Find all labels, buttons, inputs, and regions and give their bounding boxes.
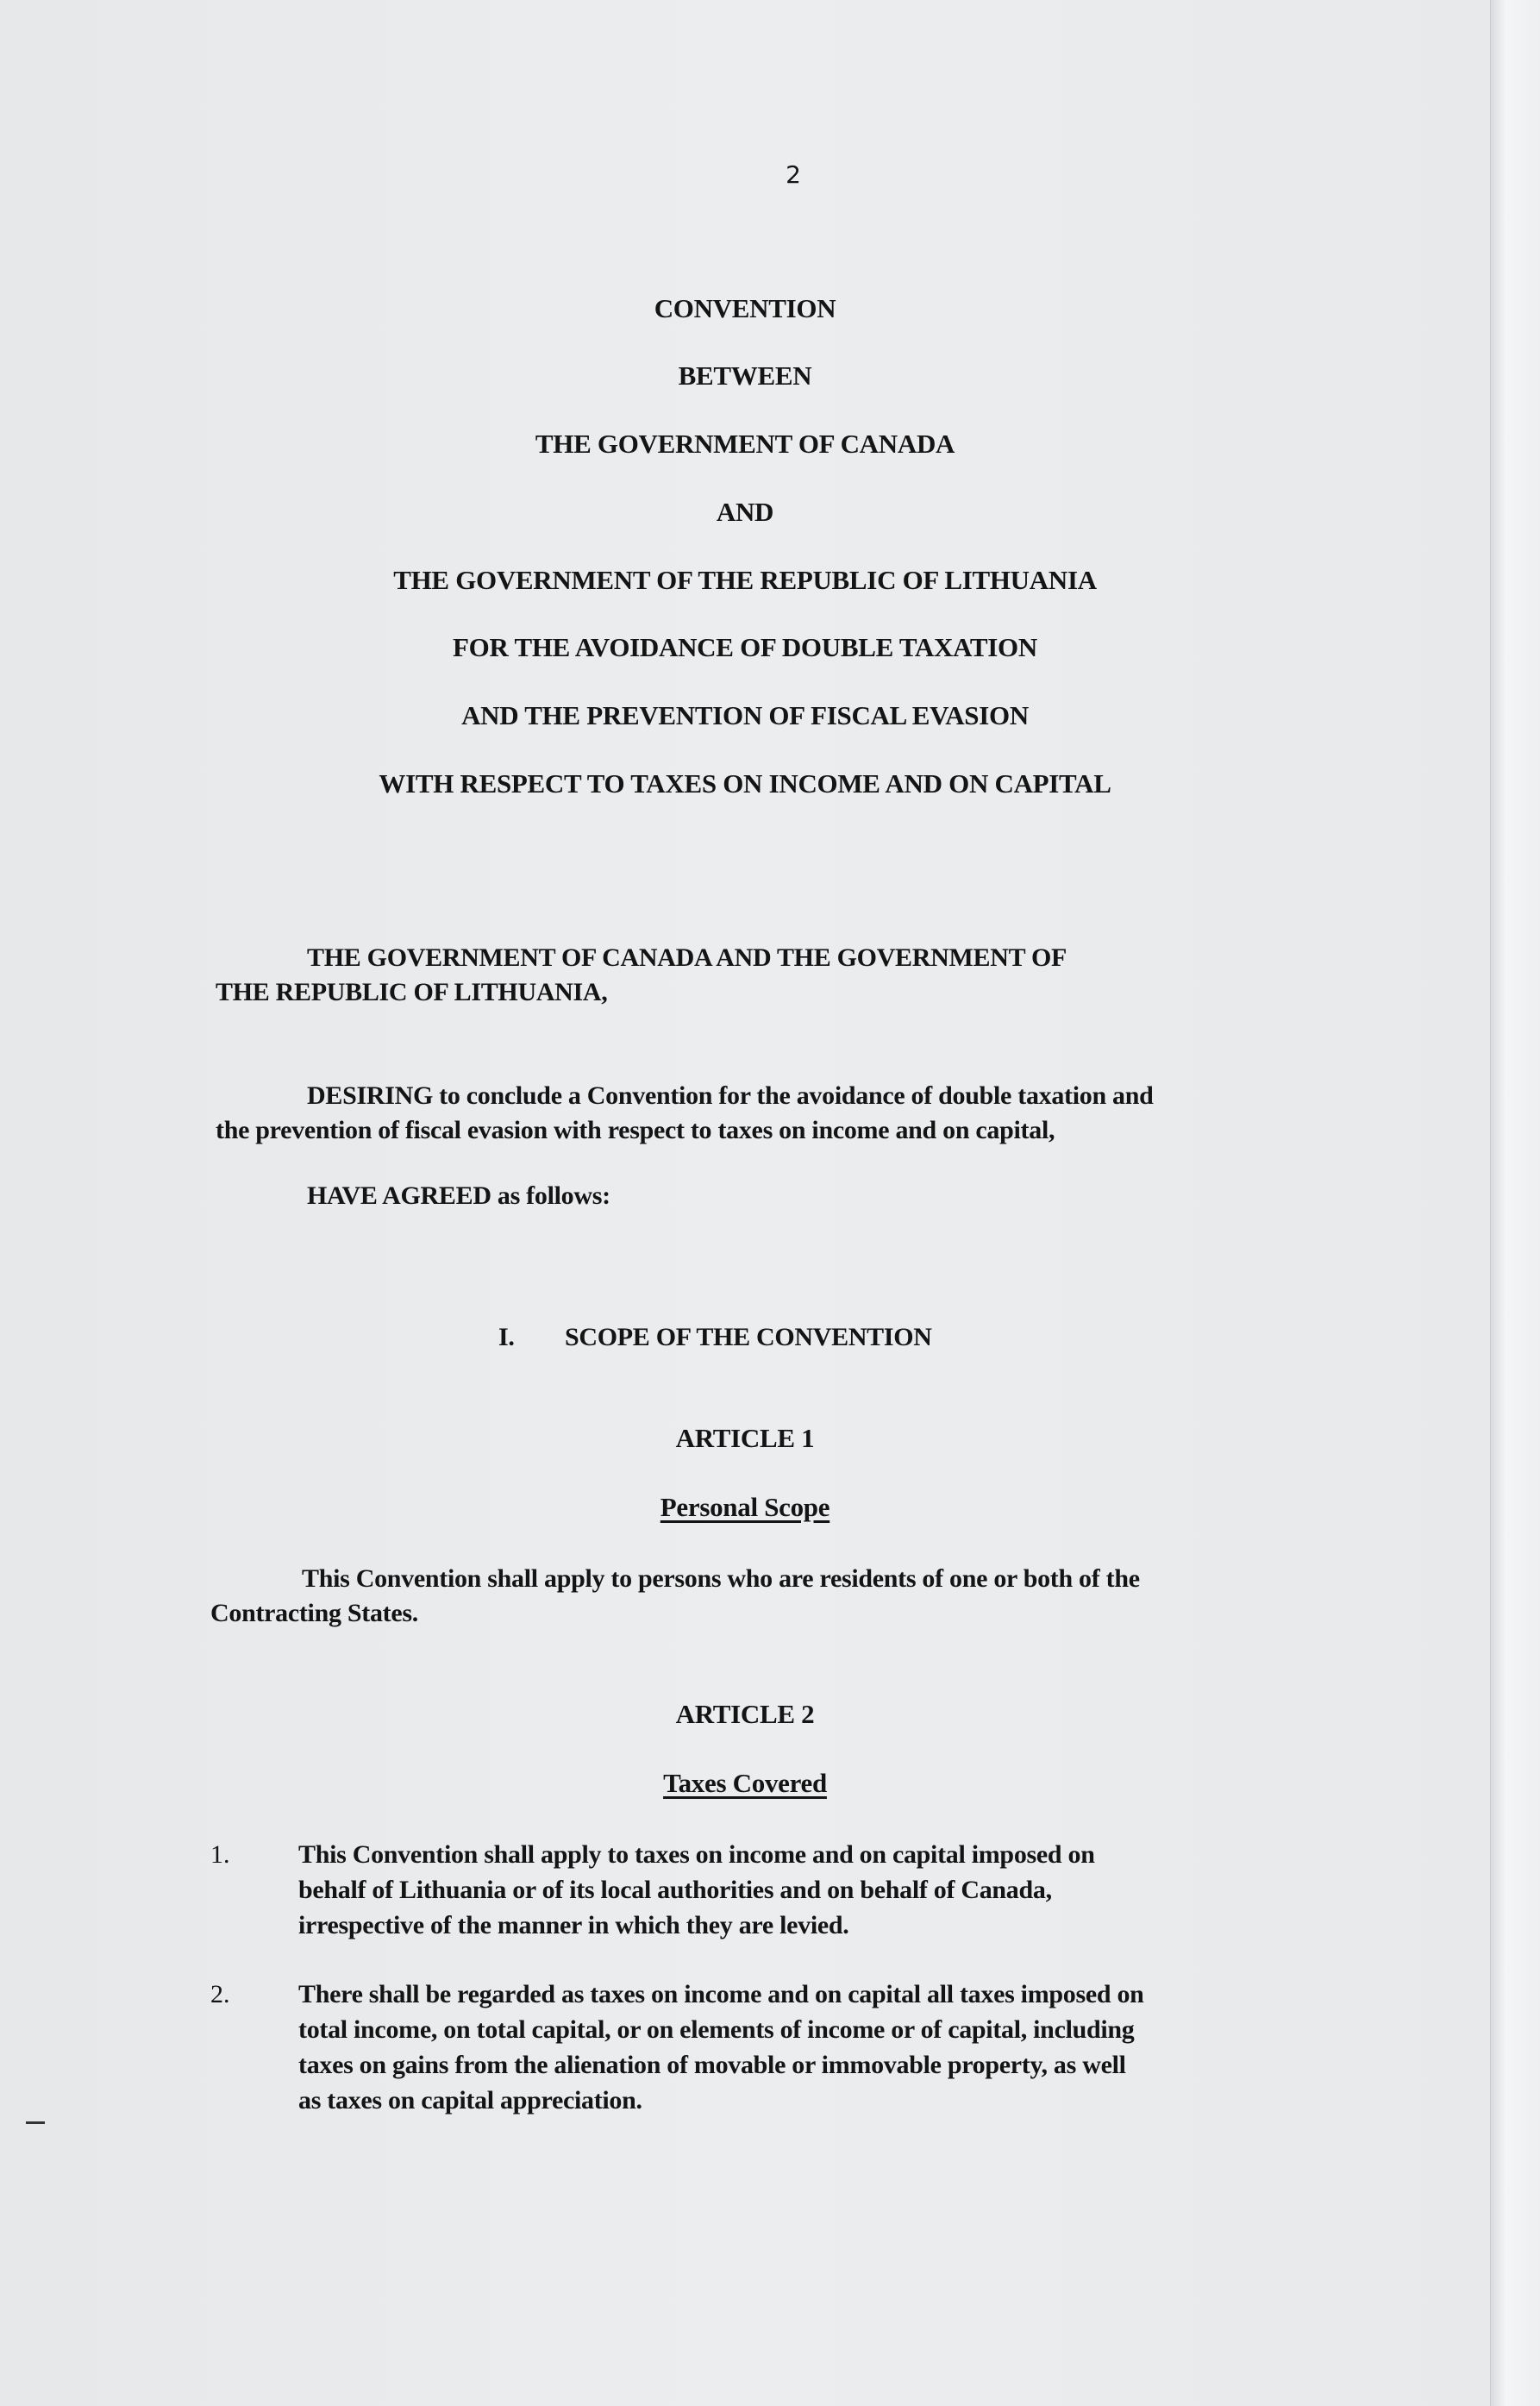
- preamble-parties-line1: THE GOVERNMENT OF CANADA AND THE GOVERNMENT OF: [307, 943, 1067, 972]
- article2-heading: ARTICLE 2: [675, 1699, 815, 1729]
- article2-item2-line2: total income, on total capital, or on elements of income or of capital, including: [298, 2015, 1135, 2044]
- article2-subheading-text: Taxes Covered: [663, 1768, 827, 1798]
- preamble-desiring-line2: the prevention of fiscal evasion with respect to taxes on income and on capital,: [216, 1116, 1055, 1144]
- article1-subheading-text: Personal Scope: [660, 1492, 830, 1522]
- desiring-rest: to conclude a Convention for the avoidance of double taxation and: [432, 1081, 1154, 1110]
- title-prevention: AND THE PREVENTION OF FISCAL EVASION: [461, 700, 1029, 730]
- page-edge: [1490, 0, 1540, 2406]
- title-convention: CONVENTION: [654, 293, 836, 323]
- preamble-parties-line2: THE REPUBLIC OF LITHUANIA,: [216, 978, 608, 1006]
- preamble-desiring-line1: [307, 1078, 1154, 1113]
- title-between: BETWEEN: [678, 360, 812, 391]
- article2-item2-line4: as taxes on capital appreciation.: [298, 2086, 642, 2115]
- article2-subheading: [0, 1768, 1490, 1799]
- agreed-rest: as follows:: [491, 1181, 610, 1210]
- title-respect: WITH RESPECT TO TAXES ON INCOME AND ON CAPITAL: [379, 768, 1111, 799]
- desiring-lead: DESIRING: [307, 1081, 433, 1110]
- article1-text-line2: Contracting States.: [210, 1599, 418, 1627]
- article2-item1-line3: irrespective of the manner in which they are levied.: [298, 1911, 849, 1939]
- title-and: AND: [716, 497, 774, 527]
- chapter-number: I.: [498, 1323, 515, 1351]
- article2-item2-text: [298, 1977, 1144, 2118]
- article2-item2-number: 2.: [210, 1980, 230, 2008]
- title-avoidance: FOR THE AVOIDANCE OF DOUBLE TAXATION: [453, 632, 1037, 662]
- title-government-canada: THE GOVERNMENT OF CANADA: [535, 429, 955, 459]
- article2-item1-number: 1.: [210, 1840, 230, 1869]
- article1-subheading: [0, 1492, 1490, 1523]
- article2-item1-line2: behalf of Lithuania or of its local authorities and on behalf of Canada,: [298, 1876, 1052, 1904]
- chapter-title: SCOPE OF THE CONVENTION: [565, 1323, 932, 1351]
- title-government-lithuania: THE GOVERNMENT OF THE REPUBLIC OF LITHUANIA: [393, 565, 1097, 595]
- margin-mark: [26, 2121, 45, 2124]
- article2-item1-text: [298, 1837, 1095, 1943]
- agreed-lead: HAVE AGREED: [307, 1181, 491, 1210]
- article1-text-line1: This Convention shall apply to persons who are residents of one or both of the: [302, 1564, 1140, 1593]
- article1-heading: ARTICLE 1: [675, 1423, 815, 1453]
- article2-item2-line3: taxes on gains from the alienation of movable or immovable property, as well: [298, 2051, 1126, 2079]
- article2-item2-line1: There shall be regarded as taxes on income and on capital all taxes imposed on: [298, 1980, 1144, 2008]
- preamble-agreed: [307, 1178, 610, 1213]
- page-number: 2: [786, 160, 801, 189]
- article2-item1-line1: This Convention shall apply to taxes on income and on capital imposed on: [298, 1840, 1095, 1869]
